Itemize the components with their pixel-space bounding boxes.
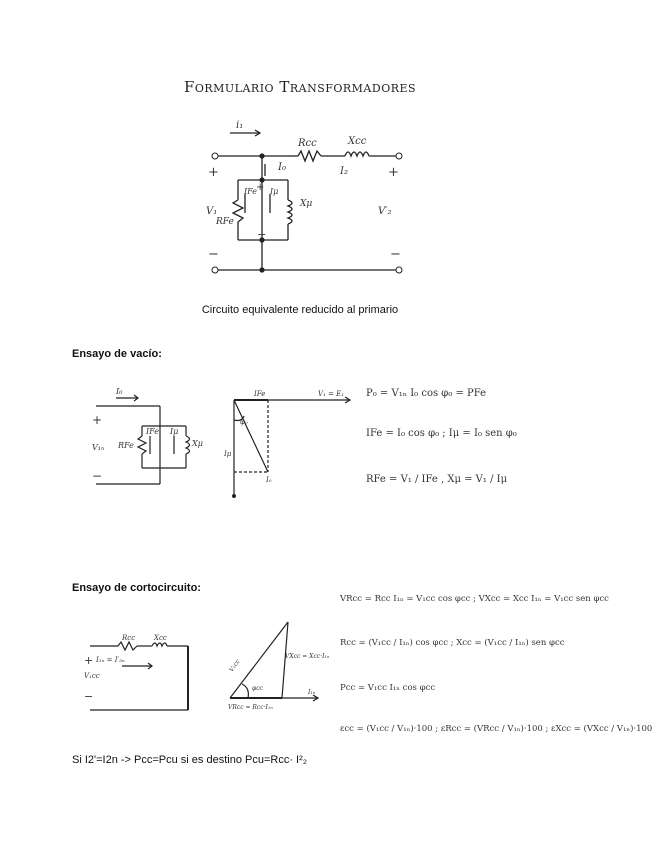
cortocircuito-equation-power: Pcc = V₁cc I₁ₙ cos φcc: [340, 683, 436, 693]
svg-text:V₁cc: V₁cc: [228, 658, 242, 674]
svg-text:+: +: [84, 654, 94, 667]
svg-text:I₀: I₀: [116, 387, 123, 396]
svg-text:−: −: [257, 228, 267, 241]
svg-text:V₁ = E₁: V₁ = E₁: [318, 390, 345, 398]
svg-text:V₁ₙ: V₁ₙ: [92, 443, 105, 452]
svg-text:IFe: IFe: [254, 390, 266, 398]
main-circuit-caption: Circuito equivalente reducido al primario: [201, 304, 399, 316]
svg-text:i₁: i₁: [236, 120, 244, 131]
svg-text:−: −: [208, 247, 219, 262]
svg-text:−: −: [390, 247, 401, 262]
svg-text:IFe: IFe: [244, 187, 258, 196]
svg-text:RFe: RFe: [118, 441, 134, 450]
svg-text:V₁cc: V₁cc: [84, 672, 100, 680]
svg-text:I₂: I₂: [340, 166, 348, 177]
cortocircuito-equation-impedances: Rcc = (V₁cc / I₁ₙ) cos φcc ; Xcc = (V₁cc / I₁ₙ) sen φcc: [340, 638, 565, 648]
svg-text:I₁ₙ = I′₂ₙ: I₁ₙ = I′₂ₙ: [96, 656, 125, 664]
svg-text:VXcc = Xcc·I₁ₙ: VXcc = Xcc·I₁ₙ: [285, 653, 330, 660]
svg-text:φcc: φcc: [252, 685, 263, 692]
svg-text:+: +: [256, 182, 265, 193]
svg-text:Iμ: Iμ: [270, 187, 279, 196]
cortocircuito-heading: Ensayo de cortocircuito:: [72, 582, 201, 594]
footer-note: Si I2'=I2n -> Pcc=Pcu si es destino Pcu=Rcc· I²₂: [72, 754, 308, 766]
vacio-equation-power: P₀ = V₁ₙ I₀ cos φ₀ = PFe: [366, 388, 487, 399]
vacio-phasor-diagram: [222, 386, 362, 506]
svg-text:I₀: I₀: [278, 162, 286, 173]
svg-text:Xcc: Xcc: [348, 136, 367, 147]
svg-text:I₀: I₀: [266, 476, 272, 484]
cortocircuito-circuit-diagram: [82, 630, 202, 720]
svg-text:+: +: [208, 165, 219, 180]
vacio-equation-currents: IFe = I₀ cos φ₀ ; Iμ = I₀ sen φ₀: [366, 428, 517, 439]
svg-text:V′₂: V′₂: [378, 206, 392, 217]
cortocircuito-phasor-diagram: [222, 614, 332, 714]
svg-text:RFe: RFe: [216, 217, 234, 227]
svg-text:Xcc: Xcc: [154, 634, 167, 642]
svg-text:Xμ: Xμ: [300, 199, 313, 209]
document-title: Formulario Transformadores: [183, 78, 417, 96]
svg-text:+: +: [388, 165, 399, 180]
svg-text:−: −: [92, 469, 103, 483]
cortocircuito-equation-epsilon: εcc = (V₁cc / V₁ₙ)·100 ; εRcc = (VRcc / V₁ₙ)·100 ; εXcc = (VXcc / V₁ₙ)·100: [340, 724, 652, 734]
main-circuit-diagram: [200, 118, 420, 278]
svg-text:Rcc: Rcc: [298, 138, 317, 149]
svg-text:IFe: IFe: [146, 427, 160, 436]
svg-text:VRcc = Rcc·I₁ₙ: VRcc = Rcc·I₁ₙ: [228, 704, 273, 711]
svg-text:Iμ: Iμ: [170, 427, 179, 436]
svg-text:Iμ: Iμ: [224, 450, 232, 458]
svg-text:Xμ: Xμ: [192, 439, 203, 448]
svg-text:I₁ₙ: I₁ₙ: [308, 689, 316, 696]
vacio-circuit-diagram: [86, 384, 206, 494]
cortocircuito-equation-voltages: VRcc = Rcc I₁ₙ = V₁cc cos φcc ; VXcc = Xcc I₁ₙ = V₁cc sen φcc: [340, 594, 609, 604]
svg-text:+: +: [92, 413, 103, 427]
svg-text:−: −: [84, 690, 94, 703]
vacio-heading: Ensayo de vacío:: [72, 348, 162, 360]
svg-text:φ₀: φ₀: [240, 418, 248, 426]
vacio-equation-impedances: RFe = V₁ / IFe , Xμ = V₁ / Iμ: [366, 474, 508, 485]
svg-text:V₁: V₁: [206, 206, 218, 217]
svg-text:Rcc: Rcc: [122, 634, 136, 642]
